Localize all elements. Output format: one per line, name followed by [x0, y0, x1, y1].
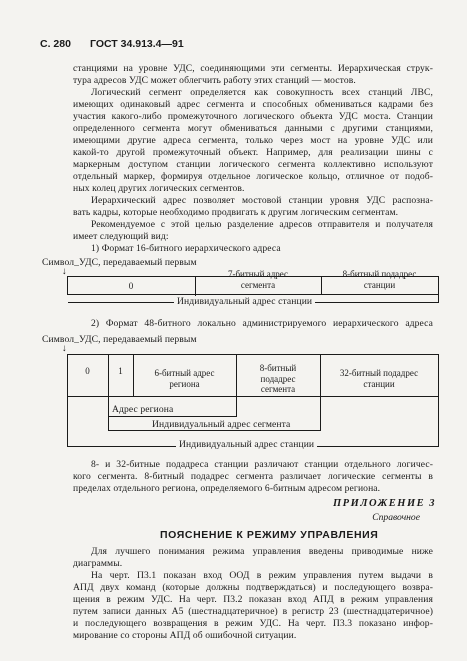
para2-line-8: отдельный маркер, формируя отдельное логическое кольцо, отличное от подоб- — [73, 171, 433, 182]
format1-cell-station: 8-битный подадрес станции — [342, 269, 417, 290]
para5-line-1: 8- и 32-битные подадреса станции различают станции отдельного логичес- — [91, 459, 433, 470]
para7-line-5: и последующего возвращения в режим УДС. На черт. П3.3 показано инфор- — [73, 618, 433, 629]
format2-bracket-station: Индивидуальный адрес станции — [176, 439, 317, 451]
para2-line-7: маркерным доступом станции логического сегмента коллективно используют — [73, 159, 433, 170]
appendix-title: ПРИЛОЖЕНИЕ 3 — [333, 498, 436, 509]
format2-arrow-icon: ↓ — [62, 343, 67, 354]
para3-line-2: вать кадры, которые необходимо продвигать к другим логическим сегментам. — [73, 207, 399, 218]
para3-line-1: Иерархический адрес позволяет мостовой станции уровня УДС распозна- — [91, 195, 433, 206]
para1-line-1: станциями на уровне УДС, соединяющими эти сегменты. Иерархическая струк- — [73, 63, 433, 74]
format1-cell-segment: 7-битный адрес сегмента — [227, 269, 289, 290]
format2-symbol-label: Символ_УДС, передаваемый первым — [42, 334, 197, 345]
para7-line-1: На черт. П3.1 показан вход ООД в режим управления путем выдачи в — [91, 570, 433, 581]
para7-line-2: АПД двух команд (которые должны подтверждаться) и последующего возвра- — [73, 582, 433, 593]
format2-title: 2) Формат 48-битного локально администрируемого иерархического адреса — [91, 318, 433, 329]
format2-cell-segment: 8-битный подадрес сегмента — [259, 363, 297, 394]
para5-line-3: пределах отдельного региона, определяемого 6-битным адресом региона. — [73, 483, 381, 494]
format2-cell-1: 1 — [118, 366, 123, 376]
format2-bracket-segment: Индивидуальный адрес сегмента — [152, 419, 291, 430]
standard-code: ГОСТ 34.913.4—91 — [90, 38, 184, 50]
para7-line-4: путем записи данных А5 (шестнадцатеричное) в регистр 23 (шестнадцатеричное) — [73, 606, 433, 617]
para6-line-1: Для лучшего понимания режима управления введены приводимые ниже — [91, 546, 433, 557]
section-title: ПОЯСНЕНИЕ К РЕЖИМУ УПРАВЛЕНИЯ — [160, 529, 379, 541]
para7-line-3: щения в режим УДС. На черт. П3.2 показан вход АПД в режим управления — [73, 594, 433, 605]
format1-bracket-label: Индивидуальный адрес станции — [174, 296, 315, 308]
para4-line-1: Рекомендуемое с этой целью разделение адресов отправителя и получателя — [91, 219, 433, 230]
para2-line-9: ных колец других логических сегментов. — [73, 183, 245, 194]
para6-line-2: диаграммы. — [73, 558, 123, 569]
para2-line-1: Логический сегмент определяется как совокупность всех станций ЛВС, — [91, 87, 433, 98]
para7-line-6: мирование со стороны АПД об ошибочной ситуации. — [73, 630, 297, 641]
appendix-subtitle: Справочное — [372, 512, 420, 523]
format1-title: 1) Формат 16-битного иерархического адреса — [91, 243, 281, 254]
para5-line-2: кого сегмента. 8-битный подадрес сегмента различает логические сегменты в — [73, 471, 433, 482]
para2-line-2: имеющих одинаковый адрес сегмента и способных обмениваться кадрами без — [73, 99, 433, 110]
para2-line-5: имеющими другие адреса сегмента, только через мост на уровне УДС или — [73, 135, 433, 146]
format1-symbol-label: Символ_УДС, передаваемый первым — [42, 257, 197, 268]
format2-cell-0: 0 — [85, 366, 90, 376]
format1-arrow-icon: ↓ — [62, 266, 67, 277]
para2-line-3: участия какого-либо промежуточного логического объекта УДС моста. Станции — [73, 111, 433, 122]
format2-cell-station: 32-битный подадрес станции — [339, 368, 419, 389]
para2-line-6: какой-то другой промежуточный объект. Например, для реализации шины с — [73, 147, 433, 158]
para4-line-2: имеет следующий вид: — [73, 231, 169, 242]
format2-bracket-region: Адрес региона — [112, 404, 174, 415]
para2-line-4: определенного сегмента могут обмениваться данными с другими станциями, — [73, 123, 433, 134]
page-number: С. 280 — [40, 38, 71, 50]
format2-cell-region: 6-битный адрес региона — [154, 368, 215, 389]
format1-cell-0: 0 — [128, 280, 134, 291]
para1-line-2: тура адресов УДС может облегчить работу этих станций — мостов. — [73, 75, 356, 86]
